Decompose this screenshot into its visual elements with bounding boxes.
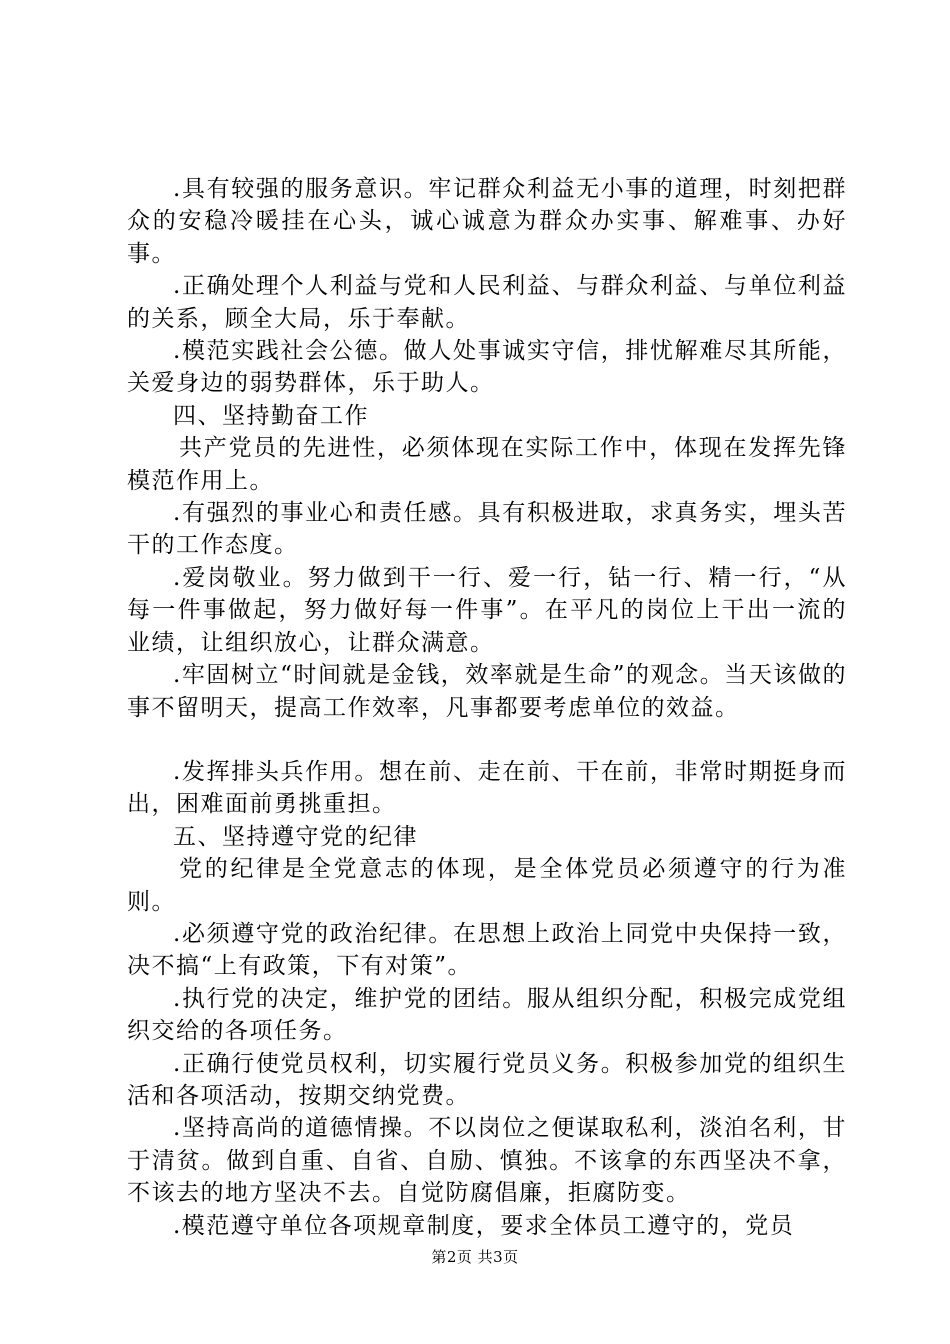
paragraph-responsibility: .有强烈的事业心和责任感。具有积极进取，求真务实，埋头苦干的工作态度。 bbox=[127, 500, 847, 559]
paragraph-party-unity: .执行党的决定，维护党的团结。服从组织分配，积极完成党组织交给的各项任务。 bbox=[127, 985, 847, 1045]
paragraph-love-job: .爱岗敬业。努力做到干一行、爱一行，钻一行、精一行，“从每一件事做起，努力做好每一件事”。在平凡的岗位上干出一流的业绩，让组织放心，让群众满意。 bbox=[127, 564, 847, 656]
paragraph-interests-relation: .正确处理个人利益与党和人民利益、与群众利益、与单位利益的关系，顾全大局，乐于奉献。 bbox=[127, 273, 847, 332]
page-number-footer: 第2页 共3页 bbox=[431, 1248, 519, 1266]
paragraph-political-discipline: .必须遵守党的政治纪律。在思想上政治上同党中央保持一致，决不搞“上有政策，下有对策”。 bbox=[127, 920, 847, 980]
paragraph-rules-compliance: .模范遵守单位各项规章制度，要求全体员工遵守的，党员 bbox=[173, 1212, 795, 1239]
paragraph-gap bbox=[127, 724, 847, 756]
section-heading-party-discipline: 五、坚持遵守党的纪律 bbox=[173, 823, 418, 850]
section-heading-diligent-work: 四、坚持勤奋工作 bbox=[173, 402, 369, 429]
paragraph-time-is-money: .牢固树立“时间就是金钱，效率就是生命”的观念。当天该做的事不留明天，提高工作效率，凡事都要考虑单位的效益。 bbox=[127, 662, 847, 721]
paragraph-pioneer-role: .发挥排头兵作用。想在前、走在前、干在前，非常时期挺身而出，困难面前勇挑重担。 bbox=[127, 758, 847, 818]
paragraph-service-awareness: .具有较强的服务意识。牢记群众利益无小事的道理，时刻把群众的安稳冷暖挂在心头，诚心诚意为群众办实事、解难事、办好事。 bbox=[127, 176, 847, 267]
paragraph-advanced-nature: 共产党员的先进性，必须体现在实际工作中，体现在发挥先锋模范作用上。 bbox=[127, 435, 847, 494]
paragraph-moral-integrity: .坚持高尚的道德情操。不以岗位之便谋取私利，淡泊名利，甘于清贫。做到自重、自省、自励、慎独。不该拿的东西坚决不拿，不该去的地方坚决不去。自觉防腐倡廉，拒腐防变。 bbox=[127, 1115, 847, 1207]
paragraph-discipline-definition: 党的纪律是全党意志的体现，是全体党员必须遵守的行为准则。 bbox=[127, 856, 847, 915]
paragraph-member-rights: .正确行使党员权利，切实履行党员义务。积极参加党的组织生活和各项活动，按期交纳党费。 bbox=[127, 1050, 847, 1109]
document-body bbox=[127, 173, 847, 1242]
paragraph-social-morality: .模范实践社会公德。做人处事诚实守信，排忧解难尽其所能，关爱身边的弱势群体，乐于助人。 bbox=[127, 338, 847, 397]
